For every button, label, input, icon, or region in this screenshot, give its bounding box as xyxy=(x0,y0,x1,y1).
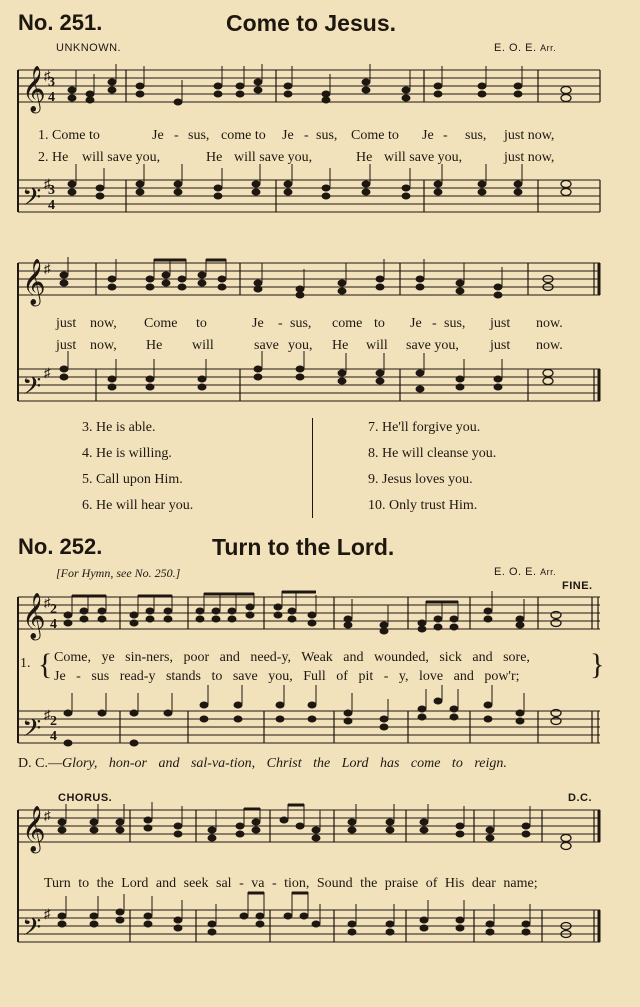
svg-text:♯: ♯ xyxy=(44,808,51,823)
arr-abbrev: Arr. xyxy=(540,567,557,577)
lyric-syllable: to xyxy=(196,316,207,331)
hymn-251-arranger xyxy=(494,42,556,54)
lyric-syllable: 2. He xyxy=(38,150,69,165)
lyric-syllable: Come xyxy=(144,316,178,331)
hymn-252-line-b: Je - sus read-y stands to save you, Full of pit - y, love and pow'r; xyxy=(54,669,520,684)
lyric-syllable: sus, xyxy=(290,316,312,331)
chorus-system xyxy=(0,800,640,1000)
svg-text:𝄞: 𝄞 xyxy=(22,66,46,112)
verse-item: 4. He is willing. xyxy=(82,446,172,461)
lyric-syllable: now. xyxy=(536,338,563,353)
lyric-syllable: Je xyxy=(152,128,164,143)
verse-item: 3. He is able. xyxy=(82,420,156,435)
lyric-syllable: will xyxy=(366,338,388,353)
extra-verses-right xyxy=(368,420,598,520)
lyric-syllable: just now, xyxy=(504,128,555,143)
lyric-syllable: He xyxy=(206,150,223,165)
lyric-syllable: just xyxy=(490,338,511,353)
hymn-251-title: Come to Jesus. xyxy=(226,10,396,36)
lyric-syllable: just xyxy=(56,338,77,353)
lyric-syllable: - xyxy=(278,316,283,331)
lyric-syllable: just now, xyxy=(504,150,555,165)
hymn-252-line-a: Come, ye sin-ners, poor and need-y, Weak and wounded, sick and sore, xyxy=(54,650,530,665)
lyric-syllable: come xyxy=(332,316,363,331)
lyric-syllable: - xyxy=(432,316,437,331)
svg-text:4: 4 xyxy=(50,617,57,632)
dc-mark: D.C. xyxy=(568,792,592,804)
dc-lyric-line xyxy=(18,756,507,772)
hymn-251-number: No. 251. xyxy=(18,10,103,35)
svg-text:𝄢: 𝄢 xyxy=(22,183,42,218)
verse-item: 5. Call upon Him. xyxy=(82,472,183,487)
lyric-syllable: now, xyxy=(90,316,117,331)
hymn-251-author: UNKNOWN. xyxy=(56,42,122,54)
chorus-label: CHORUS. xyxy=(58,792,113,804)
dc-label: D. C.— xyxy=(18,756,62,771)
lyric-syllable: now, xyxy=(90,338,117,353)
verse-item: 6. He will hear you. xyxy=(82,498,194,513)
hymn-251-system-2 xyxy=(0,255,640,415)
svg-text:4: 4 xyxy=(48,198,55,213)
lyric-syllable: save xyxy=(254,338,279,353)
lyric-syllable: Come to xyxy=(351,128,399,143)
lyric-syllable: sus, xyxy=(444,316,466,331)
lyric-syllable: - xyxy=(443,128,448,143)
arr-abbrev: Arr. xyxy=(540,43,557,53)
svg-text:4: 4 xyxy=(48,90,55,105)
fine-mark: FINE. xyxy=(562,580,593,592)
hymn-252-number: No. 252. xyxy=(18,534,103,559)
hymn-251-system-1 xyxy=(0,60,640,235)
verse-brace-left: { xyxy=(38,648,53,681)
lyric-syllable: He xyxy=(332,338,349,353)
lyric-syllable: now. xyxy=(536,316,563,331)
svg-text:♯: ♯ xyxy=(44,906,51,921)
lyric-syllable: to xyxy=(374,316,385,331)
chorus-lyrics: Turn to the Lord and seek sal - va - tion, Sound the praise of His dear name; xyxy=(44,876,538,891)
dc-text: Glory, hon-or and sal-va-tion, Christ the Lord has come to reign. xyxy=(61,756,507,771)
lyric-syllable: save you, xyxy=(406,338,459,353)
svg-text:𝄞: 𝄞 xyxy=(22,593,46,639)
verse-item: 10. Only trust Him. xyxy=(368,498,478,513)
arranger-initials: E. O. E. xyxy=(494,566,537,578)
lyric-syllable: Je xyxy=(410,316,422,331)
svg-text:♯: ♯ xyxy=(44,365,51,380)
lyric-syllable: 1. Come to xyxy=(38,128,100,143)
lyric-syllable: sus, xyxy=(316,128,338,143)
svg-text:4: 4 xyxy=(50,729,57,744)
arranger-initials: E. O. E. xyxy=(494,42,537,54)
lyric-syllable: sus, xyxy=(188,128,210,143)
svg-text:♯: ♯ xyxy=(44,68,51,83)
svg-text:♯: ♯ xyxy=(44,176,51,191)
lyric-syllable: come to xyxy=(221,128,266,143)
svg-text:2: 2 xyxy=(50,602,57,617)
svg-text:𝄢: 𝄢 xyxy=(22,714,42,749)
svg-text:𝄢: 𝄢 xyxy=(22,372,42,407)
svg-text:3: 3 xyxy=(48,75,55,90)
lyric-syllable: He xyxy=(356,150,373,165)
lyric-syllable: Je xyxy=(422,128,434,143)
lyric-syllable: - xyxy=(304,128,309,143)
svg-text:♯: ♯ xyxy=(44,261,51,276)
lyric-syllable: you, xyxy=(288,338,313,353)
lyric-syllable: just xyxy=(56,316,77,331)
verse-divider xyxy=(312,418,313,518)
svg-text:𝄞: 𝄞 xyxy=(22,259,46,305)
svg-text:♯: ♯ xyxy=(44,595,51,610)
hymn-252-arranger xyxy=(494,566,556,578)
verse-number: 1. xyxy=(20,656,31,671)
lyric-syllable: - xyxy=(174,128,179,143)
lyric-syllable: He xyxy=(146,338,163,353)
verse-brace-right: } xyxy=(590,648,605,681)
hymn-252-note: [For Hymn, see No. 250.] xyxy=(56,566,181,580)
lyric-syllable: will save you, xyxy=(82,150,161,165)
verse-item: 9. Jesus loves you. xyxy=(368,472,473,487)
lyric-syllable: sus, xyxy=(465,128,487,143)
extra-verses-left xyxy=(82,420,302,520)
verse-item: 8. He will cleanse you. xyxy=(368,446,497,461)
svg-text:𝄞: 𝄞 xyxy=(22,806,46,852)
svg-text:𝄢: 𝄢 xyxy=(22,913,42,948)
svg-text:3: 3 xyxy=(48,183,55,198)
lyric-syllable: will xyxy=(192,338,214,353)
lyric-syllable: Je xyxy=(252,316,264,331)
lyric-syllable: Je xyxy=(282,128,294,143)
hymn-252-title: Turn to the Lord. xyxy=(212,534,395,560)
lyric-syllable: will save you, xyxy=(234,150,313,165)
verse-item: 7. He'll forgive you. xyxy=(368,420,481,435)
svg-text:2: 2 xyxy=(50,714,57,729)
lyric-syllable: just xyxy=(490,316,511,331)
lyric-syllable: will save you, xyxy=(384,150,463,165)
svg-text:♯: ♯ xyxy=(44,707,51,722)
